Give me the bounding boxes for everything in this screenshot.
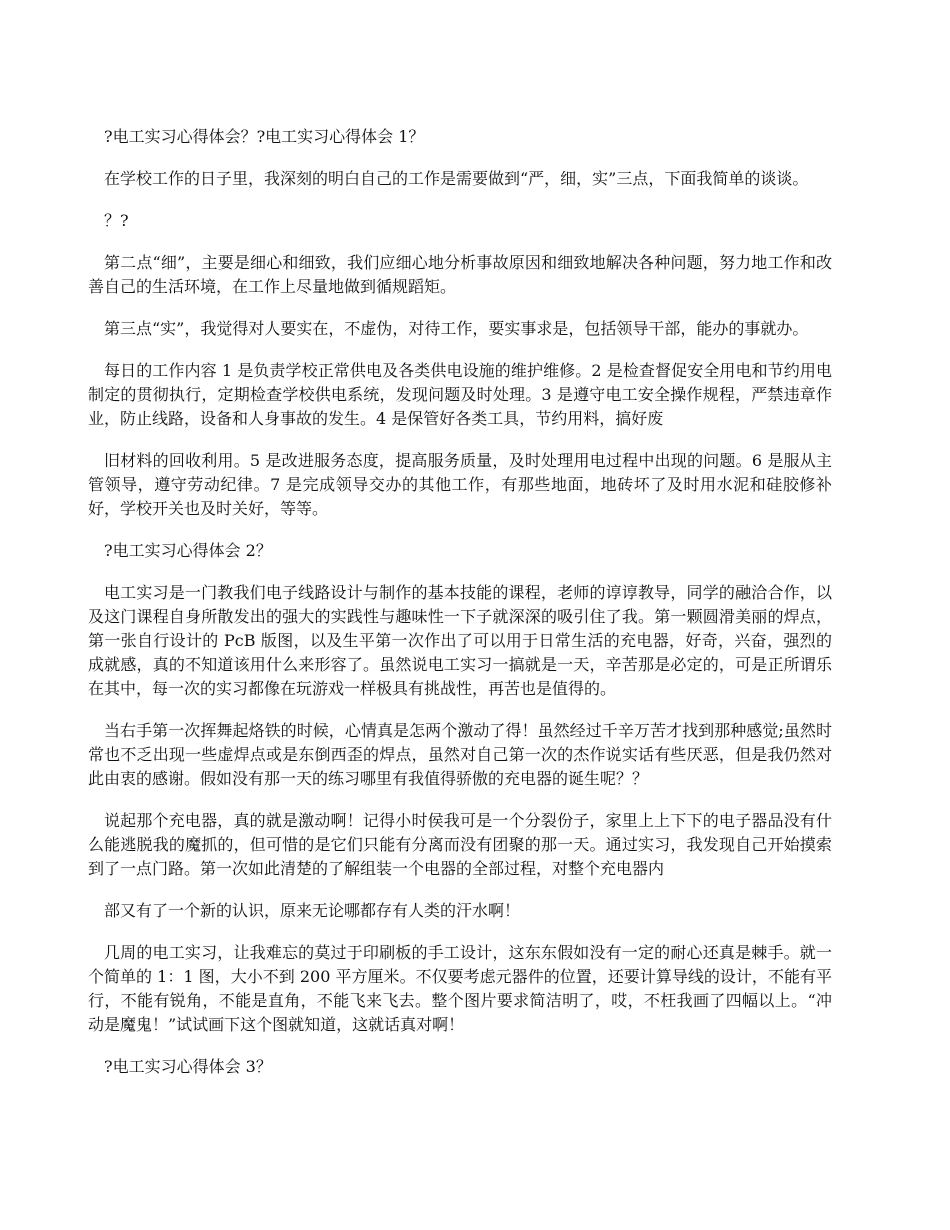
paragraph-point-two: 第二点“细”，主要是细心和细致，我们应细心地分析事故原因和细致地解决各种问题，努力地工作和改善自己的生活环境，在工作上尽量地做到循规蹈矩。 <box>88 253 832 296</box>
section-heading-2: ?电工实习心得体会 2？ <box>104 541 272 560</box>
paragraph-daily-work-continued: 旧材料的回收利用。5 是改进服务态度，提高服务质量，及时处理用电过程中出现的问题。6 是服从主管领导，遵守劳动纪律。7 是完成领导交办的其他工作，有那些地面，地砖坏了及时用水泥和硅胶修补好，学校开关也及时关好，等等。 <box>88 451 832 518</box>
paragraph-daily-work: 每日的工作内容 1 是负责学校正常供电及各类供电设施的维护维修。2 是检查督促安全用电和节约用电制定的贯彻执行，定期检查学校供电系统，发现问题及时处理。3 是遵守电工安全操作规程，严禁违章作业，防止线路，设备和人身事故的发生。4 是保管好各类工具，节约用料，搞好废 <box>88 361 832 428</box>
paragraph-point-three: 第三点“实”，我觉得对人要实在，不虚伪，对待工作，要实事求是，包括领导干部，能办的事就办。 <box>104 319 809 338</box>
paragraph-pcb-design: 几周的电工实习，让我难忘的莫过于印刷板的手工设计，这东东假如没有一定的耐心还真是棘手。就一个简单的 1：1 图，大小不到 200 平方厘米。不仅要考虑元器件的位置，还要计算导线的设计，不能有平行，不能有锐角，不能是直角，不能飞来飞去。整个图片要求简洁明了，哎，不枉我画了四幅以上。“冲动是魔鬼！”试试画下这个图就知道，这就话真对啊！ <box>88 943 832 1034</box>
paragraph-soldering: 当右手第一次挥舞起烙铁的时候，心情真是怎两个激动了得！虽然经过千辛万苦才找到那种感觉;虽然时常也不乏出现一些虚焊点或是东倒西歪的焊点，虽然对自己第一次的杰作说实话有些厌恶，但是我仍然对此由衷的感谢。假如没有那一天的练习哪里有我值得骄傲的充电器的诞生呢？？ <box>88 721 832 788</box>
document-title: ?电工实习心得体会？?电工实习心得体会 1？ <box>104 127 425 146</box>
paragraph-charger: 说起那个充电器，真的就是激动啊！记得小时侯我可是一个分裂份子，家里上上下下的电子器品没有什么能逃脱我的魔抓的，但可惜的是它们只能有分离而没有团聚的那一天。通过实习，我发现自己开始摸索到了一点门路。第一次如此清楚的了解组装一个电器的全部过程，对整个充电器内 <box>88 811 832 878</box>
paragraph-intro: 在学校工作的日子里，我深刻的明白自己的工作是需要做到“严，细，实”三点，下面我简单的谈谈。 <box>104 169 809 188</box>
paragraph-charger-continued: 部又有了一个新的认识，原来无论哪都存有人类的汗水啊！ <box>104 901 521 920</box>
paragraph-internship-intro: 电工实习是一门教我们电子线路设计与制作的基本技能的课程，老师的谆谆教导，同学的融洽合作，以及这门课程自身所散发出的强大的实践性与趣味性一下子就深深的吸引住了我。第一颗圆滑美丽的焊点，第一张自行设计的 PcB 版图，以及生平第一次作出了可以用于日常生活的充电器，好奇，兴奋，强烈的成就感，真的不知道该用什么来形容了。虽然说电工实习一搞就是一天，辛苦那是必定的，可是正所谓乐在其中，每一次的实习都像在玩游戏一样极具有挑战性，再苦也是值得的。 <box>88 583 832 698</box>
section-heading-3: ?电工实习心得体会 3？ <box>104 1057 272 1076</box>
paragraph-placeholder: ？? <box>104 211 129 230</box>
